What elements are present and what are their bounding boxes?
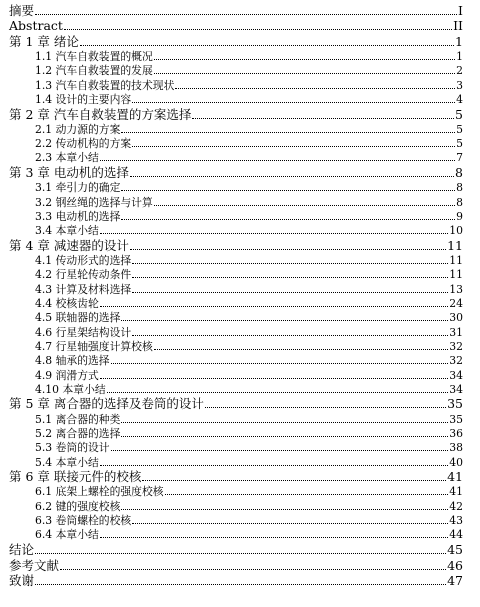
toc-chapter-entry[interactable] <box>0 541 480 557</box>
toc-entry-title: 致谢 <box>9 573 35 589</box>
dot-leader <box>100 305 448 307</box>
toc-section-entry[interactable] <box>0 454 480 468</box>
toc-chapter-entry[interactable] <box>0 2 480 18</box>
toc-section-entry[interactable] <box>0 223 480 237</box>
toc-entry-page-number: 35 <box>447 396 463 412</box>
dot-leader <box>35 13 457 15</box>
toc-chapter-entry[interactable] <box>0 164 480 180</box>
dot-leader <box>154 58 455 60</box>
toc-entry-title: 1.4 设计的主要内容 <box>35 92 132 106</box>
toc-entry-page-number: 44 <box>449 528 463 542</box>
dot-leader <box>64 28 452 30</box>
dot-leader <box>132 334 448 336</box>
toc-section-entry[interactable] <box>0 426 480 440</box>
toc-entry-page-number: 24 <box>449 297 463 311</box>
toc-section-entry[interactable] <box>0 150 480 164</box>
toc-chapter-entry[interactable] <box>0 396 480 412</box>
toc-entry-page-number: 10 <box>449 224 463 238</box>
toc-entry-page-number: 36 <box>449 426 463 440</box>
toc-entry-title: 参考文献 <box>9 557 60 573</box>
toc-entry-title: 4.8 轴承的选择 <box>35 354 110 368</box>
dot-leader <box>132 145 455 147</box>
toc-entry-title: 4.2 行星轮传动条件 <box>35 268 132 282</box>
toc-chapter-entry[interactable] <box>0 557 480 573</box>
toc-chapter-entry[interactable] <box>0 237 480 253</box>
toc-section-entry[interactable] <box>0 122 480 136</box>
toc-section-entry[interactable] <box>0 296 480 310</box>
dot-leader <box>35 583 446 585</box>
dot-leader <box>111 362 449 364</box>
toc-entry-page-number: 2 <box>456 64 463 78</box>
toc-entry-page-number: 41 <box>447 469 463 485</box>
dot-leader <box>121 189 455 191</box>
toc-entry-page-number: 4 <box>456 92 463 106</box>
toc-section-entry[interactable] <box>0 484 480 498</box>
dot-leader <box>130 175 454 177</box>
dot-leader <box>175 87 455 89</box>
dot-leader <box>107 391 449 393</box>
toc-entry-title: 4.9 润滑方式 <box>35 368 99 382</box>
toc-entry-page-number: 9 <box>456 209 463 223</box>
dot-leader <box>100 159 455 161</box>
toc-section-entry[interactable] <box>0 339 480 353</box>
toc-entry-title: 2.1 动力源的方案 <box>35 122 121 136</box>
toc-entry-page-number: 47 <box>447 573 463 589</box>
toc-chapter-entry[interactable] <box>0 469 480 485</box>
toc-entry-page-number: II <box>453 18 463 34</box>
toc-section-entry[interactable] <box>0 324 480 338</box>
toc-entry-page-number: 34 <box>449 382 463 396</box>
toc-entry-title: 第 1 章 绪论 <box>9 33 79 49</box>
dot-leader <box>80 44 454 46</box>
toc-entry-title: 结论 <box>9 541 35 557</box>
dot-leader <box>121 319 448 321</box>
toc-section-entry[interactable] <box>0 440 480 454</box>
toc-entry-title: 6.1 底架上螺栓的强度校核 <box>35 485 164 499</box>
toc-section-entry[interactable] <box>0 63 480 77</box>
dot-leader <box>121 435 448 437</box>
toc-entry-page-number: 8 <box>456 195 463 209</box>
toc-entry-title: 摘要 <box>9 2 35 18</box>
dot-leader <box>100 232 448 234</box>
dot-leader <box>130 248 446 250</box>
toc-entry-page-number: 11 <box>449 254 463 268</box>
toc-entry-page-number: 40 <box>449 455 463 469</box>
toc-section-entry[interactable] <box>0 382 480 396</box>
toc-entry-page-number: 31 <box>449 325 463 339</box>
toc-entry-title: 1.2 汽车自救装置的发展 <box>35 64 153 78</box>
dot-leader <box>132 522 448 524</box>
toc-entry-title: 3.3 电动机的选择 <box>35 209 121 223</box>
toc-chapter-entry[interactable] <box>0 18 480 34</box>
dot-leader <box>100 536 448 538</box>
dot-leader <box>60 568 446 570</box>
toc-entry-title: 4.5 联轴器的选择 <box>35 311 121 325</box>
toc-section-entry[interactable] <box>0 367 480 381</box>
dot-leader <box>121 131 455 133</box>
toc-chapter-entry[interactable] <box>0 573 480 589</box>
toc-entry-title: 2.3 本章小结 <box>35 151 99 165</box>
toc-section-entry[interactable] <box>0 527 480 541</box>
toc-section-entry[interactable] <box>0 180 480 194</box>
toc-entry-page-number: 7 <box>456 151 463 165</box>
toc-entry-title: 4.3 计算及材料选择 <box>35 282 132 296</box>
toc-entry-title: 6.4 本章小结 <box>35 528 99 542</box>
toc-entry-page-number: 8 <box>456 181 463 195</box>
toc-section-entry[interactable] <box>0 281 480 295</box>
toc-entry-title: 3.1 牵引力的确定 <box>35 181 121 195</box>
toc-entry-title: 第 5 章 离合器的选择及卷筒的设计 <box>9 396 204 412</box>
toc-entry-page-number: 45 <box>447 541 463 557</box>
toc-entry-page-number: 43 <box>449 514 463 528</box>
dot-leader <box>205 406 446 408</box>
dot-leader <box>121 421 448 423</box>
dot-leader <box>154 72 455 74</box>
toc-section-entry[interactable] <box>0 353 480 367</box>
toc-section-entry[interactable] <box>0 209 480 223</box>
dot-leader <box>154 204 455 206</box>
toc-entry-title: 第 6 章 联接元件的校核 <box>9 469 142 485</box>
toc-entry-page-number: 41 <box>449 485 463 499</box>
dot-leader <box>132 291 448 293</box>
toc-entry-title: 4.7 行星轴强度计算校核 <box>35 339 153 353</box>
toc-entry-page-number: 5 <box>456 122 463 136</box>
toc-entry-title: 第 4 章 减速器的设计 <box>9 237 129 253</box>
toc-entry-page-number: 8 <box>455 165 463 181</box>
dot-leader <box>100 464 448 466</box>
toc-chapter-entry[interactable] <box>0 33 480 49</box>
dot-leader <box>132 101 455 103</box>
toc-section-entry[interactable] <box>0 498 480 512</box>
toc-entry-page-number: 11 <box>447 237 463 253</box>
toc-entry-page-number: 34 <box>449 368 463 382</box>
toc-entry-page-number: 1 <box>456 50 463 64</box>
dot-leader <box>192 117 454 119</box>
toc-section-entry[interactable] <box>0 194 480 208</box>
toc-section-entry[interactable] <box>0 253 480 267</box>
toc-entry-title: 5.3 卷筒的设计 <box>35 441 110 455</box>
toc-entry-title: 4.10 本章小结 <box>35 382 106 396</box>
toc-section-entry[interactable] <box>0 310 480 324</box>
dot-leader <box>132 262 448 264</box>
dot-leader <box>121 508 448 510</box>
toc-entry-title: 1.1 汽车自救装置的概况 <box>35 50 153 64</box>
dot-leader <box>35 552 446 554</box>
toc-section-entry[interactable] <box>0 77 480 91</box>
toc-entry-page-number: 1 <box>455 33 463 49</box>
toc-entry-page-number: 46 <box>447 557 463 573</box>
toc-entry-page-number: 30 <box>449 311 463 325</box>
toc-entry-page-number: 5 <box>455 106 463 122</box>
toc-entry-title: 2.2 传动机构的方案 <box>35 137 132 151</box>
toc-entry-page-number: 13 <box>449 282 463 296</box>
toc-entry-title: 4.4 校核齿轮 <box>35 297 99 311</box>
toc-entry-title: 6.3 卷筒螺栓的校核 <box>35 514 132 528</box>
toc-section-entry[interactable] <box>0 267 480 281</box>
toc-entry-title: Abstract <box>9 18 63 34</box>
toc-entry-title: 6.2 键的强度校核 <box>35 499 121 513</box>
dot-leader <box>154 348 448 350</box>
toc-entry-page-number: 11 <box>449 268 463 282</box>
toc-entry-page-number: 5 <box>456 137 463 151</box>
toc-chapter-entry[interactable] <box>0 106 480 122</box>
toc-entry-title: 1.3 汽车自救装置的技术现状 <box>35 78 175 92</box>
dot-leader <box>165 493 449 495</box>
toc-section-entry[interactable] <box>0 411 480 425</box>
toc-section-entry[interactable] <box>0 49 480 63</box>
toc-entry-page-number: 32 <box>449 354 463 368</box>
toc-entry-page-number: 3 <box>456 78 463 92</box>
dot-leader <box>121 218 455 220</box>
toc-entry-page-number: 35 <box>449 412 463 426</box>
toc-entry-title: 第 3 章 电动机的选择 <box>9 165 129 181</box>
toc-entry-page-number: I <box>458 2 463 18</box>
toc-entry-title: 3.2 钢丝绳的选择与计算 <box>35 195 153 209</box>
dot-leader <box>111 449 449 451</box>
toc-section-entry[interactable] <box>0 92 480 106</box>
toc-entry-title: 5.2 离合器的选择 <box>35 426 121 440</box>
toc-entry-title: 4.6 行星架结构设计 <box>35 325 132 339</box>
toc-entry-page-number: 32 <box>449 339 463 353</box>
toc-section-entry[interactable] <box>0 136 480 150</box>
toc-entry-page-number: 42 <box>449 499 463 513</box>
toc-entry-title: 3.4 本章小结 <box>35 224 99 238</box>
toc-section-entry[interactable] <box>0 513 480 527</box>
dot-leader <box>132 276 448 278</box>
table-of-contents <box>0 2 480 588</box>
dot-leader <box>142 479 446 481</box>
toc-entry-title: 4.1 传动形式的选择 <box>35 254 132 268</box>
toc-entry-title: 5.4 本章小结 <box>35 455 99 469</box>
dot-leader <box>100 377 448 379</box>
toc-entry-page-number: 38 <box>449 441 463 455</box>
toc-entry-title: 第 2 章 汽车自救装置的方案选择 <box>9 106 192 122</box>
toc-entry-title: 5.1 离合器的种类 <box>35 412 121 426</box>
